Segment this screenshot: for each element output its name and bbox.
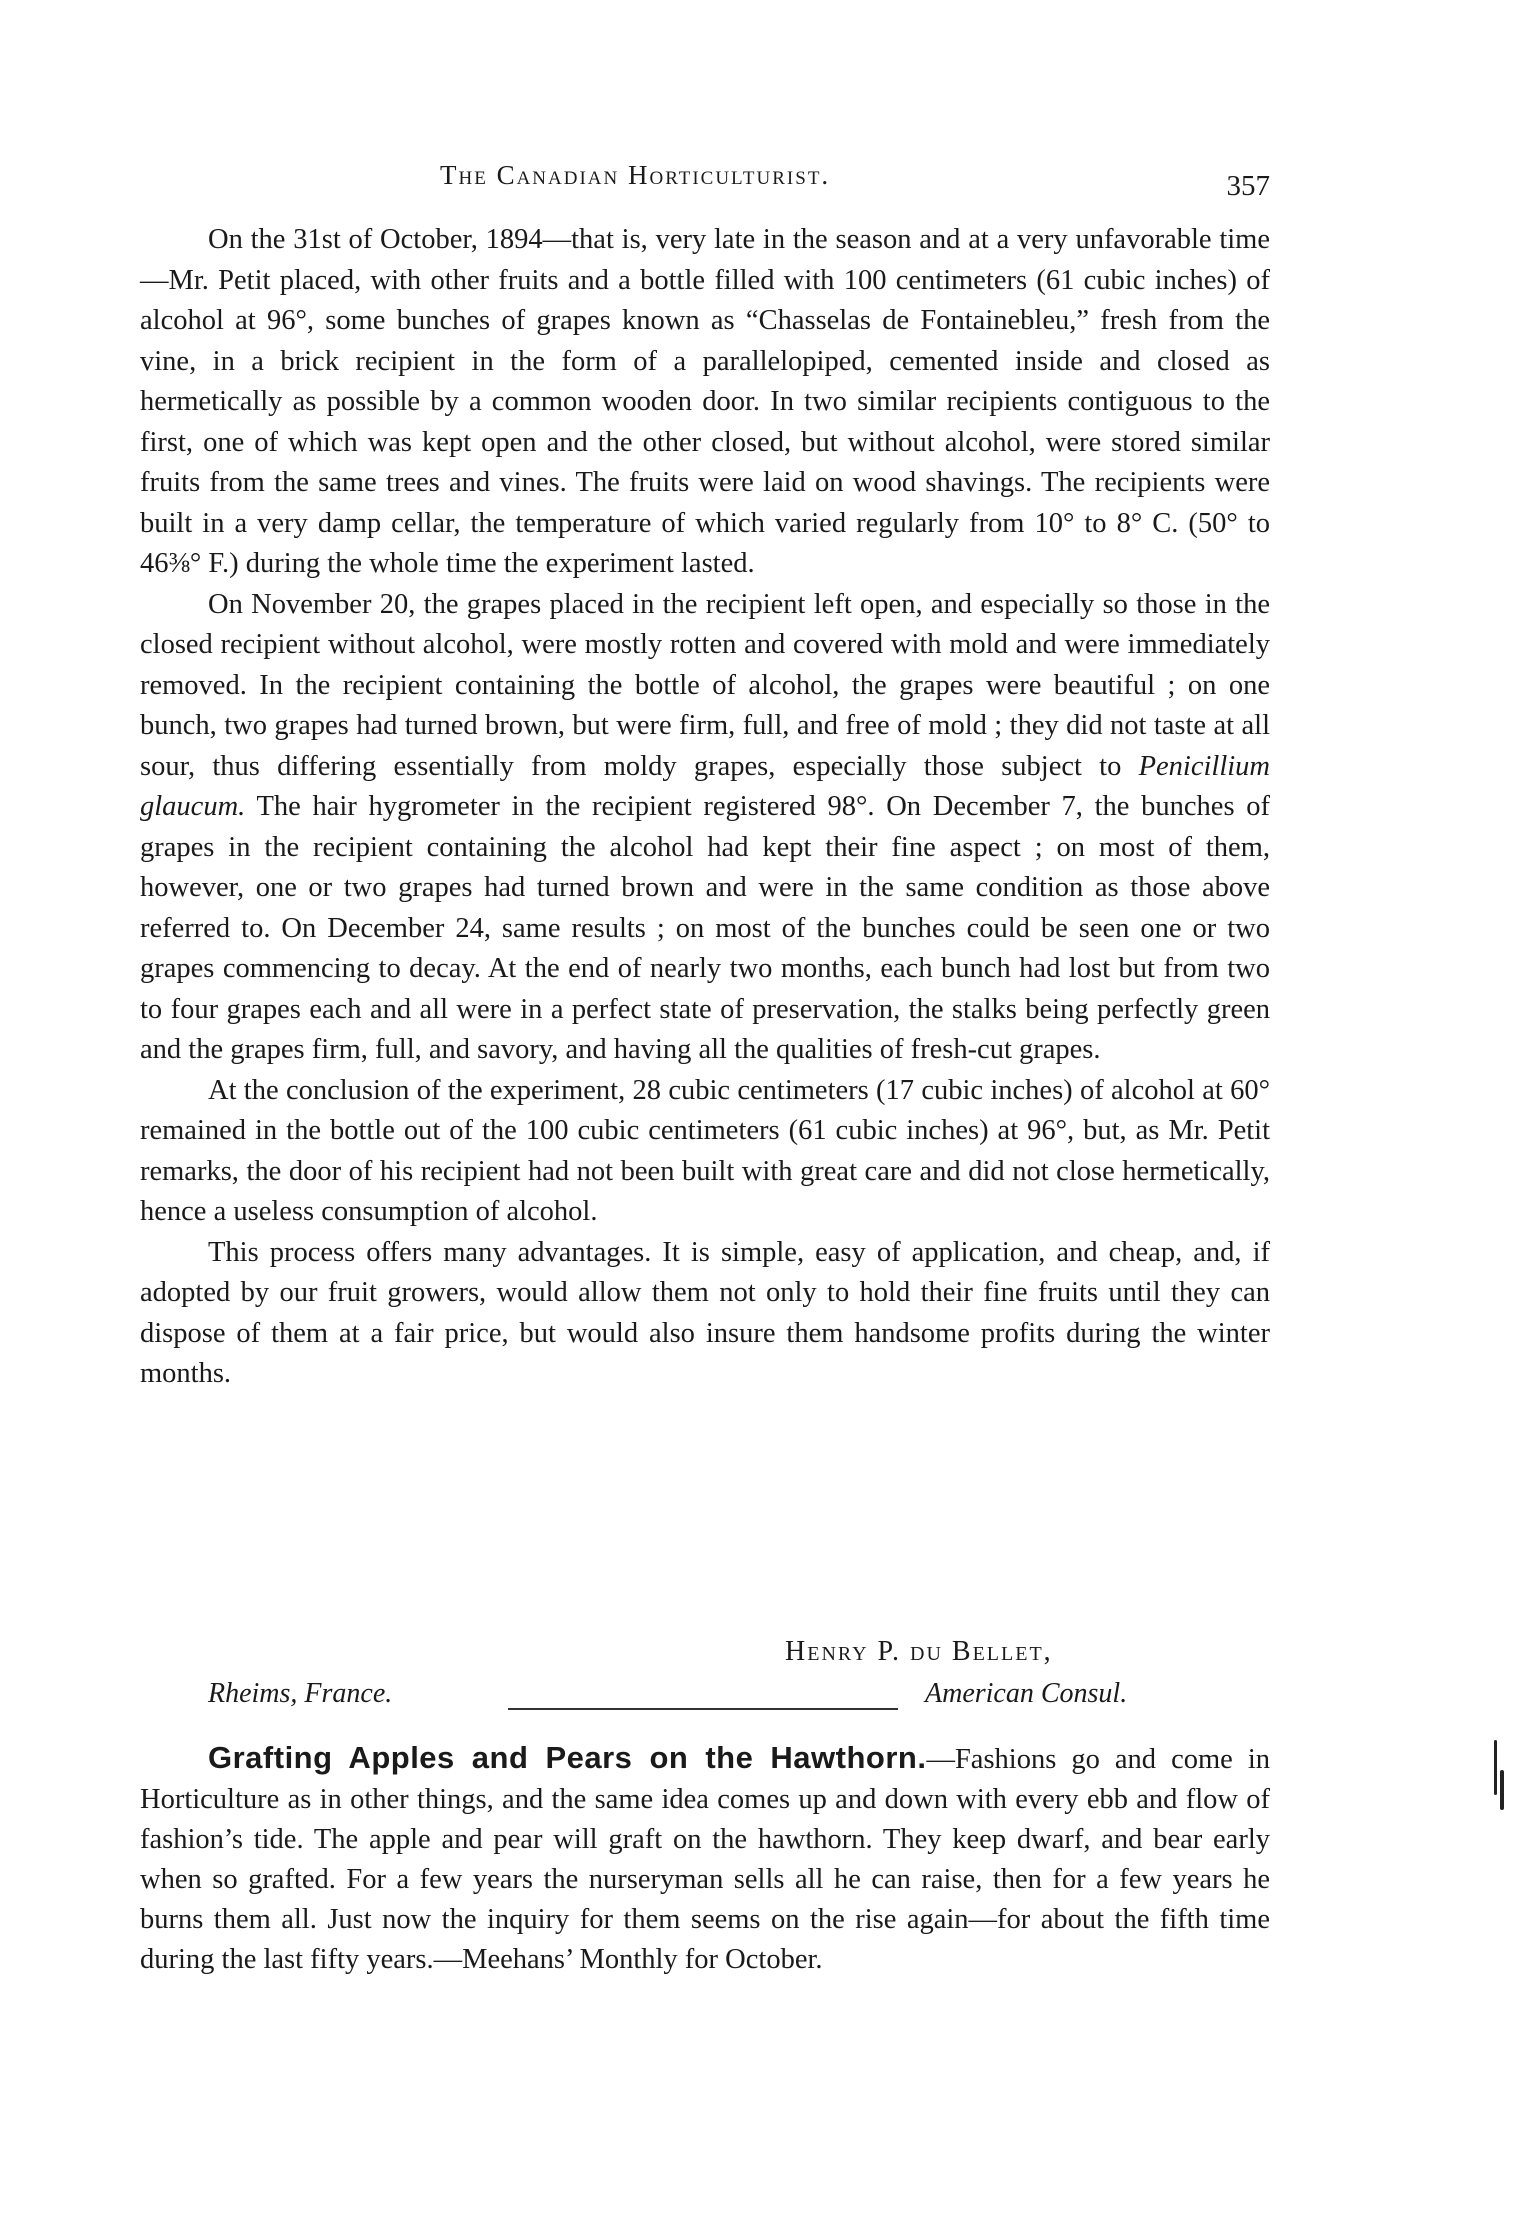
paragraph-2-continued: The hair hygrometer in the recipient registered 98°. On December 7, the bunches of grapes in the recipient containing the alcohol had kept their fine aspect ; on most of them, however, one or two grapes had turned brown and were in the same condition as those above referred to. On December 24, same results ; on most of the bunches could be seen one or two grapes commencing to decay. At the end of nearly two months, each bunch had lost but from two to four grapes each and all were in a perfect state of preservation, the stalks being perfectly green and the grapes firm, full, and savory, and having all the qualities of fresh-cut grapes. (140, 791, 1270, 1065)
article-heading: Grafting Apples and Pears on the Hawthorn. (208, 1740, 927, 1775)
paragraph-1: On the 31st of October, 1894—that is, very late in the season and at a very unfavorable time—Mr. Petit placed, with other fruits and a bottle filled with 100 centimeters (61 cubic inches) of alcohol at 96°, some bunches of grapes known as “Chasselas de Fontainebleu,” fresh from the vine, in a brick recipient in the form of a parallelopiped, cemented inside and closed as hermetically as possible by a common wooden door. In two similar recipients contiguous to the first, one of which was kept open and the other closed, but without alcohol, were stored similar fruits from the same trees and vines. The fruits were laid on wood shavings. The recipients were built in a very damp cellar, the temperature of which varied regularly from 10° to 8° C. (50° to 46⅜° F.) during the whole time the experiment lasted. (140, 224, 1270, 579)
second-article (140, 1738, 1270, 1980)
author-location: Rheims, France. (208, 1678, 393, 1709)
paragraph-2 (140, 585, 1270, 1071)
paragraph-2-text: On November 20, the grapes placed in the recipient left open, and especially so those in the closed recipient without alcohol, were mostly rotten and covered with mold and were immediately removed. In the recipient containing the bottle of alcohol, the grapes were beautiful ; on one bunch, two grapes had turned brown, but were firm, full, and free of mold ; they did not taste at all sour, thus differing essentially from moldy grapes, especially those subject to (140, 588, 1270, 782)
species-name: Penicillium glaucum. (140, 750, 1270, 822)
paragraph-4: This process offers many advantages. It is simple, easy of application, and cheap, and, if adopted by our fruit growers, would allow them not only to hold their fine fruits until they can dispose of them at a fair price, but would also insure them handsome profits during the winter months. (140, 1236, 1270, 1389)
author-title: American Consul. (925, 1678, 1128, 1709)
article-body (140, 220, 1270, 1395)
second-article-paragraph (140, 1738, 1270, 1980)
signature-block (140, 1636, 1270, 1736)
page-number: 357 (1226, 170, 1270, 202)
scan-marks (1490, 1740, 1510, 1830)
section-divider (508, 1708, 898, 1710)
paragraph-3: At the conclusion of the experiment, 28 cubic centimeters (17 cubic inches) of alcohol at 60° remained in the bottle out of the 100 cubic centimeters (61 cubic inches) at 96°, but, as Mr. Petit remarks, the door of his recipient had not been built with great care and did not close hermetically, hence a useless consumption of alcohol. (140, 1074, 1270, 1227)
author-name: Henry P. du Bellet, (785, 1636, 1053, 1667)
page-header (140, 160, 1270, 204)
second-article-text: —Fashions go and come in Horticulture as in other things, and the same idea comes up and down with every ebb and flow of fashion’s tide. The apple and pear will graft on the hawthorn. They keep dwarf, and bear early when so grafted. For a few years the nurseryman sells all he can raise, then for a few years he burns them all. Just now the inquiry for them seems on the rise again—for about the fifth time during the last fifty years.—Meehans’ Monthly for October. (140, 1744, 1270, 1975)
running-title: The Canadian Horticulturist. (440, 160, 831, 190)
